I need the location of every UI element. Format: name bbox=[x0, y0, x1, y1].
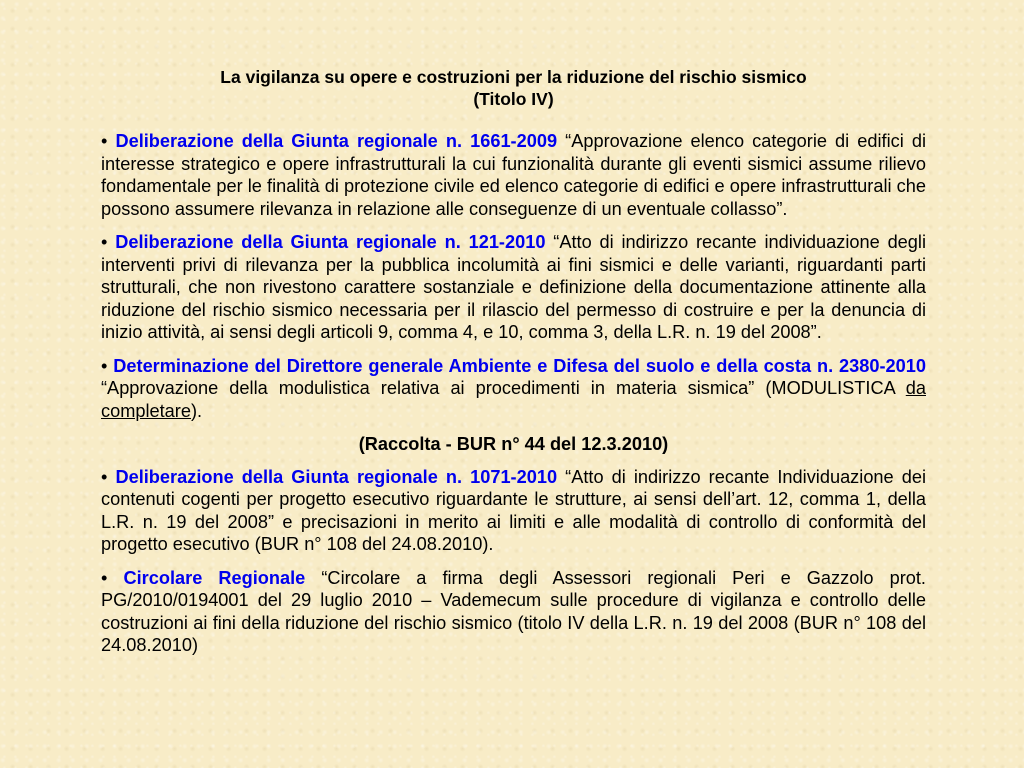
bullet-icon: • bbox=[101, 232, 108, 252]
list-item bbox=[101, 355, 926, 423]
underlined-note: da completare bbox=[101, 378, 926, 421]
document-reference: Circolare Regionale bbox=[123, 567, 306, 588]
bullet-icon: • bbox=[101, 466, 108, 487]
document-reference: Deliberazione della Giunta regionale n. 121-2010 bbox=[115, 232, 546, 252]
bullet-icon: • bbox=[101, 131, 108, 151]
title-line-2: (Titolo IV) bbox=[473, 89, 554, 109]
title-line-1: La vigilanza su opere e costruzioni per la riduzione del rischio sismico bbox=[220, 67, 807, 87]
raccolta-line: (Raccolta - BUR n° 44 del 12.3.2010) bbox=[358, 434, 669, 454]
list-item bbox=[101, 231, 926, 344]
document-description: “Approvazione elenco categorie di edifici di interesse strategico e opere infrastrutturali la cui funzionalità durante gli eventi sismici assume rilievo fondamentale per le finalità di protezione civile ed elenco categorie di edifici e opere infrastrutturali che possono assumere rilevanza in relazione alle conseguenze di un eventuale collasso”. bbox=[101, 131, 926, 219]
document-reference: Determinazione del Direttore generale Ambiente e Difesa del suolo e della costa n. 2380-2010 bbox=[113, 355, 926, 376]
document-reference: Deliberazione della Giunta regionale n. 1071-2010 bbox=[115, 466, 558, 487]
slide-content bbox=[101, 66, 926, 668]
document-reference: Deliberazione della Giunta regionale n. 1661-2009 bbox=[115, 131, 558, 151]
list-item bbox=[101, 130, 926, 220]
document-description: “Circolare a firma degli Assessori regionali Peri e Gazzolo prot. PG/2010/0194001 del 29 luglio 2010 – Vademecum sulle procedure di vigilanza e controllo delle costruzioni ai fini della riduzione del rischio sismico (titolo IV della L.R. n. 19 del 2008 (BUR n° 108 del 24.08.2010) bbox=[101, 567, 926, 655]
bullet-icon: • bbox=[101, 567, 108, 588]
document-description: “Atto di indirizzo recante individuazione degli interventi privi di rilevanza per la pubblica incolumità ai fini sismici e delle varianti, riguardanti parti strutturali, che non rivestono carattere sostanziale e definizione della documentazione attinente alla riduzione del rischio sismico necessaria per il rilascio del permesso di costruire e per la denuncia di inizio attività, ai sensi degli articoli 9, comma 4, e 10, comma 3, della L.R. n. 19 del 2008”. bbox=[101, 232, 926, 342]
list-item bbox=[101, 567, 926, 657]
slide-title bbox=[101, 66, 926, 110]
bullet-icon: • bbox=[101, 355, 108, 376]
document-description: “Atto di indirizzo recante Individuazione dei contenuti cogenti per progetto esecutivo riguardante le strutture, ai sensi dell’art. 12, comma 1, della L.R. n. 19 del 2008” e precisazioni in merito ai limiti e alle modalità di controllo di conformità del progetto esecutivo (BUR n° 108 del 24.08.2010). bbox=[101, 466, 927, 554]
document-description: “Approvazione della modulistica relativa ai procedimenti in materia sismica” (MODULISTICA bbox=[101, 378, 895, 398]
list-item bbox=[101, 466, 926, 556]
description-tail: ). bbox=[190, 400, 203, 421]
